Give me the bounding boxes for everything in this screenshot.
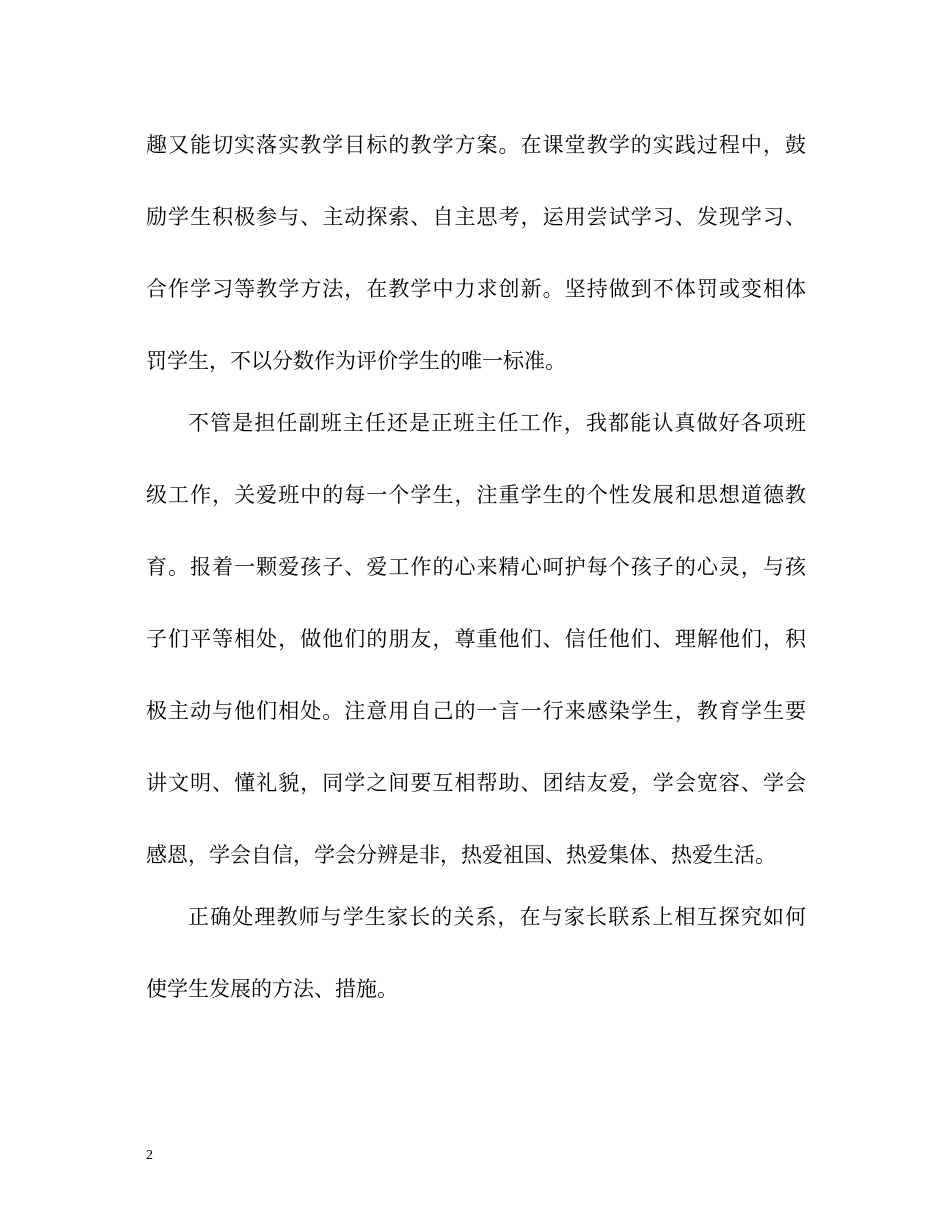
text-line: 不管是担任副班主任还是正班主任工作，我都能认真做好各项班 [188,411,806,435]
text-line: 育。报着一颗爱孩子、爱工作的心来精心呵护每个孩子的心灵，与孩 [146,555,806,579]
text-line: 正确处理教师与学生家长的关系，在与家长联系上相互探究如何 [188,905,806,929]
page-number: 2 [146,1148,153,1163]
text-line: 讲文明、懂礼貌，同学之间要互相帮助、团结友爱，学会宽容、学会 [146,771,806,795]
text-line: 极主动与他们相处。注意用自己的一言一行来感染学生，教育学生要 [146,699,806,723]
text-line: 趣又能切实落实教学目标的教学方案。在课堂教学的实践过程中，鼓 [146,133,806,157]
text-line: 合作学习等教学方法，在教学中力求创新。坚持做到不体罚或变相体 [146,277,806,301]
text-line: 励学生积极参与、主动探索、自主思考，运用尝试学习、发现学习、 [146,205,806,229]
text-line: 级工作，关爱班中的每一个学生，注重学生的个性发展和思想道德教 [146,483,806,507]
text-line: 子们平等相处，做他们的朋友，尊重他们、信任他们、理解他们，积 [146,627,806,651]
text-line: 感恩，学会自信，学会分辨是非，热爱祖国、热爱集体、热爱生活。 [146,843,776,867]
text-line: 使学生发展的方法、措施。 [146,977,398,1001]
text-line: 罚学生，不以分数作为评价学生的唯一标准。 [146,349,566,373]
